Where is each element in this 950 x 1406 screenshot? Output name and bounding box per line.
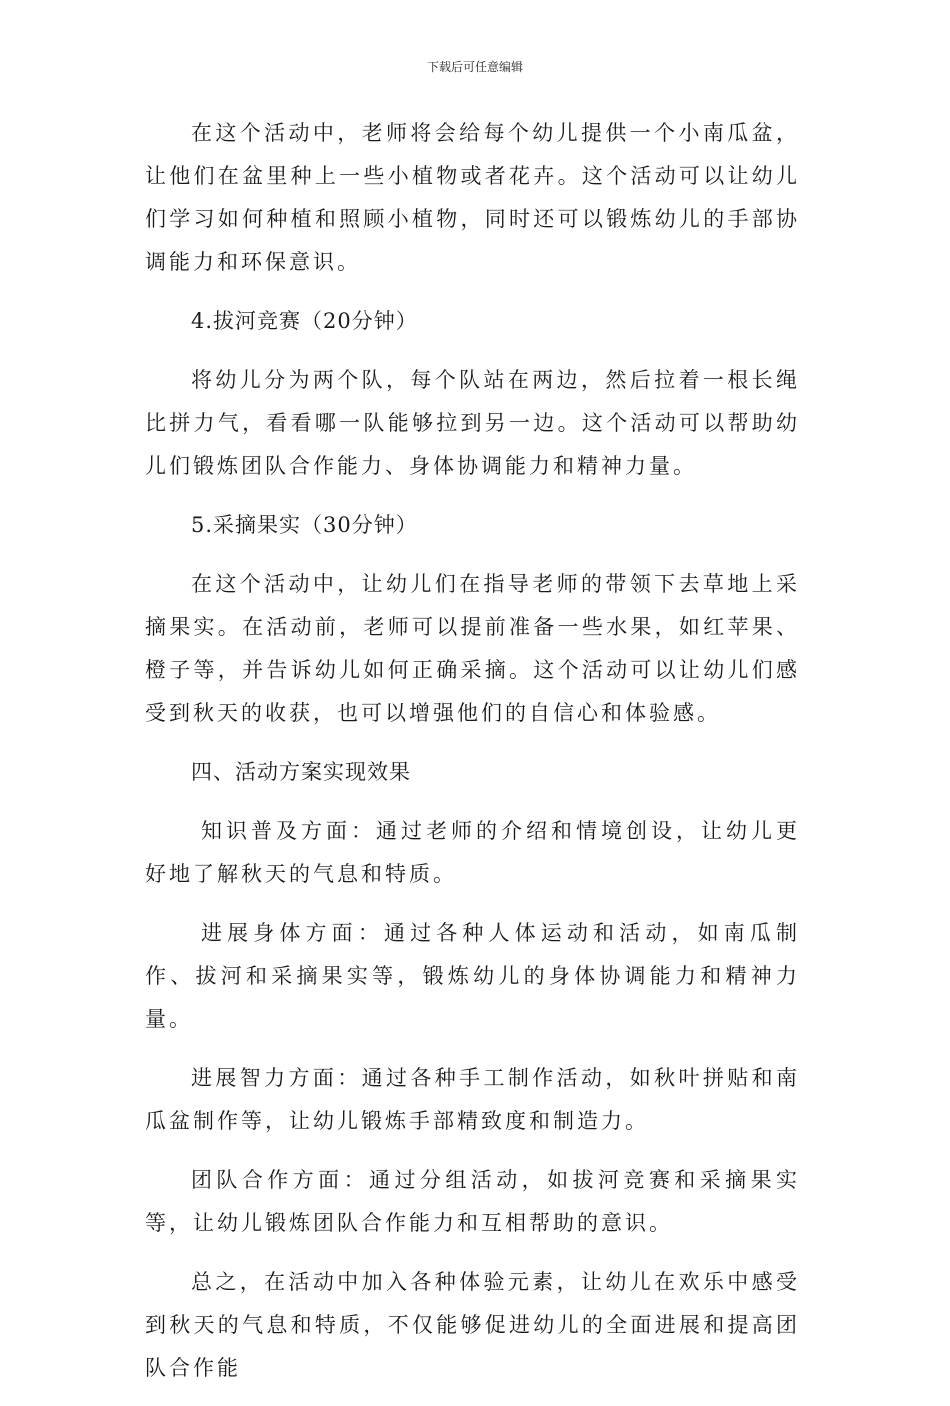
page-header: 下载后可任意编辑	[426, 60, 523, 74]
document-body	[145, 112, 800, 1406]
paragraph-knowledge: 知识普及方面：通过老师的介绍和情境创设，让幼儿更好地了解秋天的气息和特质。	[145, 819, 800, 886]
paragraph-intellectual: 进展智力方面：通过各种手工制作活动，如秋叶拼贴和南瓜盆制作等，让幼儿锻炼手部精致度和制造力。	[145, 1066, 800, 1133]
paragraph-teamwork: 团队合作方面：通过分组活动，如拔河竞赛和采摘果实等，让幼儿锻炼团队合作能力和互相帮助的意识。	[145, 1168, 800, 1235]
heading-fruit-picking: 5.采摘果实（30分钟）	[191, 513, 418, 537]
heading-tug-of-war: 4.拔河竞赛（20分钟）	[191, 309, 418, 333]
paragraph-physical: 进展身体方面：通过各种人体运动和活动，如南瓜制作、拔河和采摘果实等，锻炼幼儿的身体协调能力和精神力量。	[145, 921, 800, 1031]
paragraph-summary: 总之，在活动中加入各种体验元素，让幼儿在欢乐中感受到秋天的气息和特质，不仅能够促进幼儿的全面进展和提高团队合作能	[145, 1270, 800, 1380]
paragraph-pumpkin-pot: 在这个活动中，老师将会给每个幼儿提供一个小南瓜盆，让他们在盆里种上一些小植物或者花卉。这个活动可以让幼儿们学习如何种植和照顾小植物，同时还可以锻炼幼儿的手部协调能力和环保意识。	[145, 121, 800, 274]
paragraph-fruit-picking: 在这个活动中，让幼儿们在指导老师的带领下去草地上采摘果实。在活动前，老师可以提前准备一些水果，如红苹果、橙子等，并告诉幼儿如何正确采摘。这个活动可以让幼儿们感受到秋天的收获，也可以增强他们的自信心和体验感。	[145, 572, 800, 725]
heading-section-four: 四、活动方案实现效果	[191, 760, 411, 784]
paragraph-tug-of-war: 将幼儿分为两个队，每个队站在两边，然后拉着一根长绳比拼力气，看看哪一队能够拉到另一边。这个活动可以帮助幼儿们锻炼团队合作能力、身体协调能力和精神力量。	[145, 368, 800, 478]
